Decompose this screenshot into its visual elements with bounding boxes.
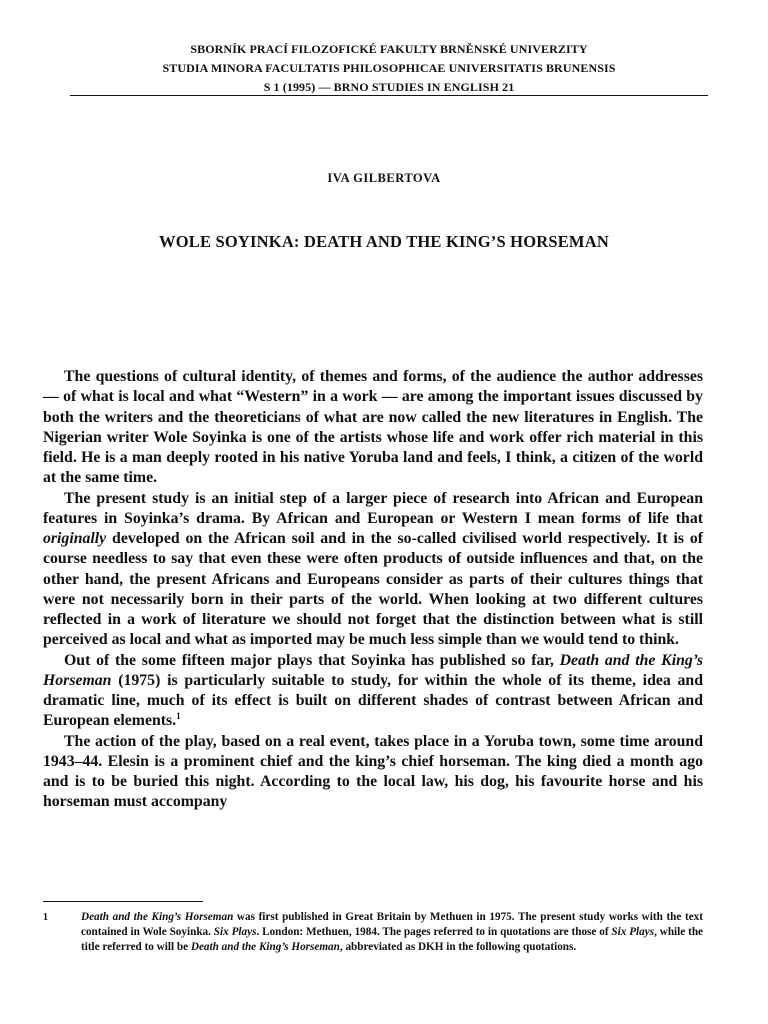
article-title: WOLE SOYINKA: DEATH AND THE KING’S HORSEMAN [159,232,609,251]
paragraph-1: The questions of cultural identity, of themes and forms, of the audience the author addresses — of what is local and what “Western” in a work — are among the important issues discussed by both the writers and the theoreticians of what are now called the new literatures in English. The Nigerian writer Wole Soyinka is one of the artists whose life and work offer rich material in this field. He is a man deeply rooted in his native Yoruba land and feels, I think, a citizen of the world at the same time. [43,368,703,487]
footnote-rule [43,901,203,902]
paragraph-2: The present study is an initial step of a larger piece of research into African and European features in Soyinka’s drama. By African and European or Western I mean forms of life that originally developed on the African soil and in the so-called civilised world respectively. It is of course needless to say that even these were often products of outside influences and that, on the other hand, the present Africans and Europeans consider as parts of their cultures things that were not necessarily born in their parts of the world. When looking at two different cultures reflected in a work of literature we should not forget that the distinction between what is still perceived as local and what as imported may be much less simple than we would tend to think. [43,489,703,649]
footnote-number: 1 [43,912,48,923]
paragraph-3: Out of the some fifteen major plays that Soyinka has published so far, Death and the King’s Horseman (1975) is particularly suitable to study, for within the whole of its theme, idea and dramatic line, much of its effect is built on different shades of contrast between African and European elements.$^1$ [43,651,704,730]
article-body [43,367,703,813]
emphasis-originally: originally [43,530,107,547]
journal-series: S 1 (1995) — BRNO STUDIES IN ENGLISH 21 [263,80,515,94]
journal-title-czech: SBORNÍK PRACÍ FILOZOFICKÉ FAKULTY BRNĚNSKÉ UNIVERZITY [190,42,588,56]
journal-title-latin: STUDIA MINORA FACULTATIS PHILOSOPHICAE UNIVERSITATIS BRUNENSIS [162,61,616,75]
journal-header [70,40,708,97]
play-title-italic: Death and the King’s Horseman [43,651,704,689]
article-author: IVA GILBERTOVA [327,171,441,185]
header-rule [70,95,708,96]
footnote [43,910,703,956]
footnote-reference[interactable]: 1 [176,711,181,722]
footnote-text: Death and the King’s Horseman was first published in Great Britain by Methuen in 1975. The present study works with the text contained in Wole Soyinka. Six Plays. London: Methuen, 1984. The pages referred to in quotations are those of Six Plays, while the title referred to will be Death and the King’s Horseman, abbreviated as DKH in the following quotations. [81,911,704,954]
paragraph-4: The action of the play, based on a real event, takes place in a Yoruba town, some time around 1943–44. Elesin is a prominent chief and the king’s chief horseman. The king died a month ago and is to be buried this night. According to the local law, his dog, his favourite horse and his horseman must accompany [43,732,703,811]
